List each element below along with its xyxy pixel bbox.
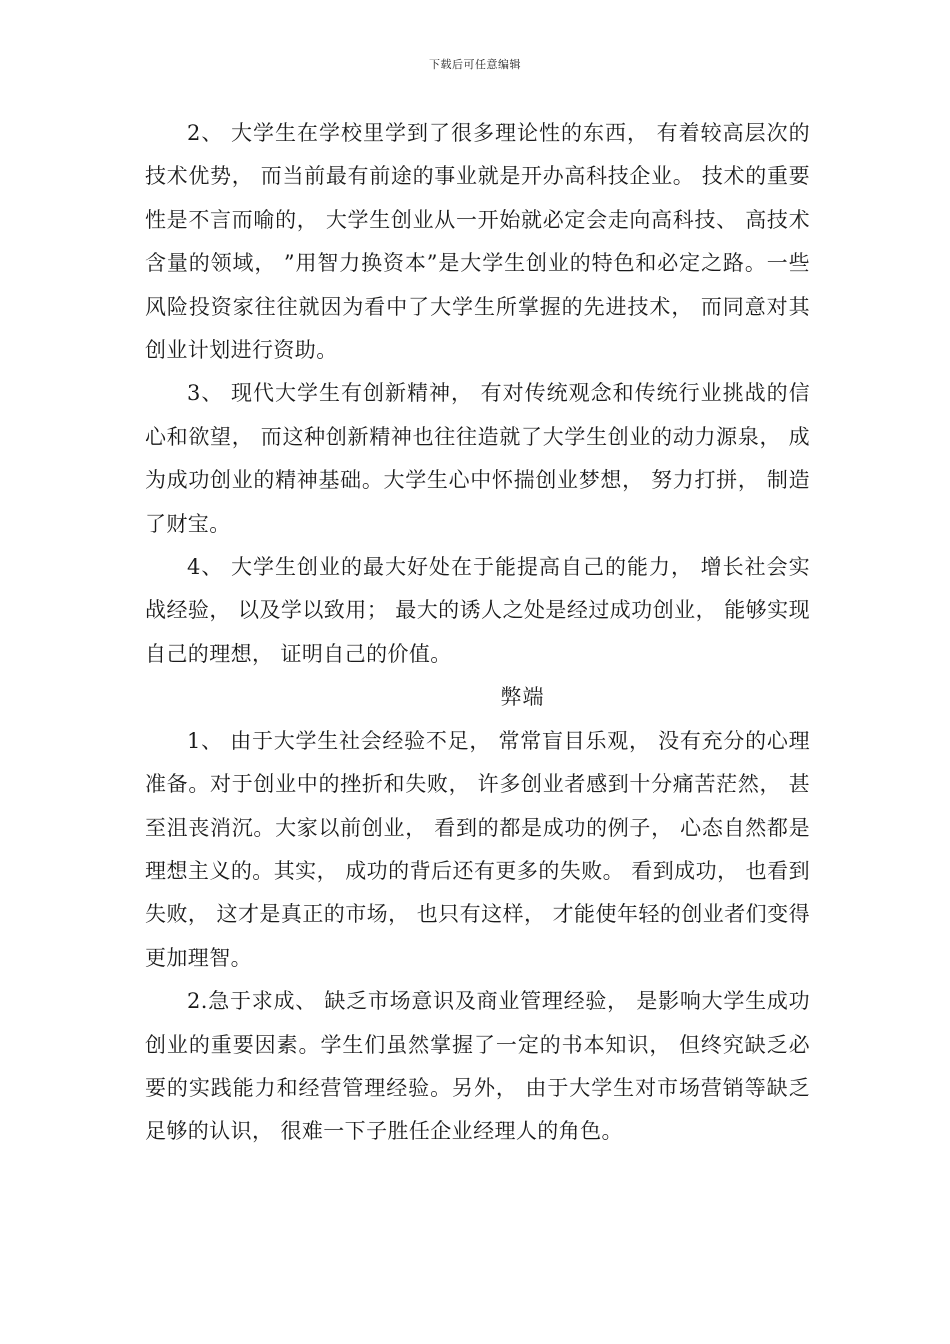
header-note: 下载后可任意编辑 — [429, 58, 521, 71]
advantage-paragraph-3: 3、 现代大学生有创新精神， 有对传统观念和传统行业挑战的信心和欲望， 而这种创新精神也往往造就了大学生创业的动力源泉， 成为成功创业的精神基础。大学生心中怀揣创业梦想， 努力打拼， 制造了财宝。 — [145, 381, 810, 536]
advantage-paragraph-4: 4、 大学生创业的最大好处在于能提高自己的能力， 增长社会实战经验， 以及学以致用； 最大的诱人之处是经过成功创业， 能够实现自己的理想， 证明自己的价值。 — [145, 555, 810, 666]
disadvantage-paragraph-1: 1、 由于大学生社会经验不足， 常常盲目乐观， 没有充分的心理准备。对于创业中的挫折和失败， 许多创业者感到十分痛苦茫然， 甚至沮丧消沉。大家以前创业， 看到的都是成功的例子， 心态自然都是理想主义的。其实， 成功的背后还有更多的失败。 看到成功， 也看到失败， 这才是真正的市场， 也只有这样， 才能使年轻的创业者们变得更加理智。 — [145, 728, 810, 970]
section-title-disadvantages: 弊端 — [500, 685, 545, 710]
disadvantage-paragraph-2: 2.急于求成、 缺乏市场意识及商业管理经验， 是影响大学生成功创业的重要因素。学生们虽然掌握了一定的书本知识， 但终究缺乏必要的实践能力和经营管理经验。另外， 由于大学生对市场营销等缺乏足够的认识， 很难一下子胜任企业经理人的角色。 — [145, 989, 810, 1144]
advantage-paragraph-2: 2、 大学生在学校里学到了很多理论性的东西， 有着较高层次的技术优势， 而当前最有前途的事业就是开办高科技企业。 技术的重要性是不言而喻的， 大学生创业从一开始就必定会走向高科技、 高技术含量的领域， ”用智力换资本”是大学生创业的特色和必定之路。一些风险投资家往往就因为看中了大学生所掌握的先进技术， 而同意对其创业计划进行资助。 — [145, 121, 810, 363]
document-body — [145, 112, 810, 1154]
